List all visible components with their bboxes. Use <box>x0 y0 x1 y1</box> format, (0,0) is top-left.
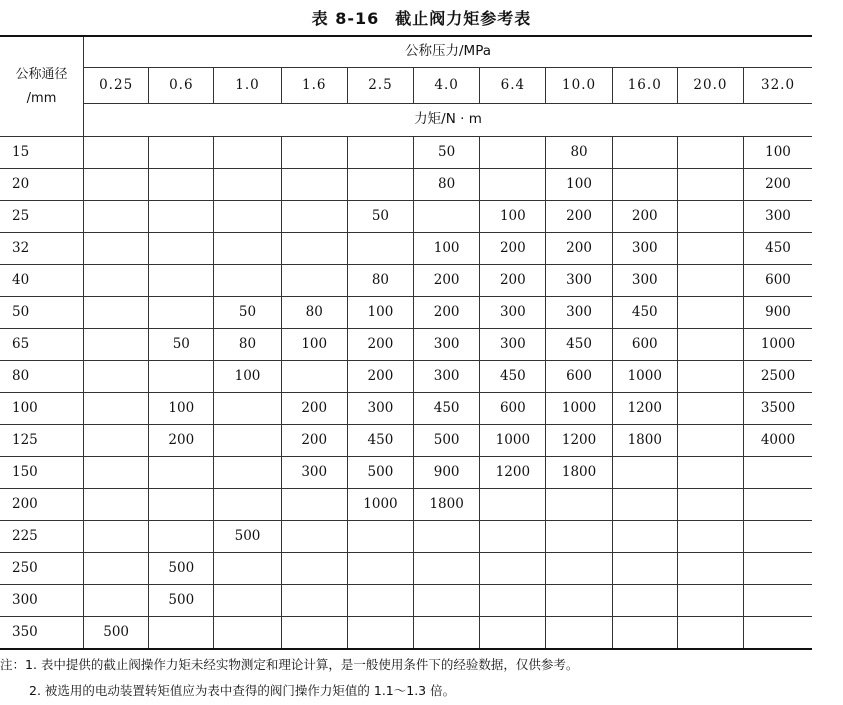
table-notes <box>0 652 843 704</box>
dn-cell: 25 <box>0 201 84 233</box>
torque-cell <box>612 585 677 617</box>
torque-cell <box>677 297 743 329</box>
torque-cell <box>612 617 677 650</box>
torque-cell: 200 <box>347 361 413 393</box>
torque-cell <box>347 169 413 201</box>
torque-cell: 100 <box>149 393 214 425</box>
torque-cell: 1800 <box>612 425 677 457</box>
dn-cell: 125 <box>0 425 84 457</box>
dn-cell: 50 <box>0 297 84 329</box>
torque-cell <box>281 169 347 201</box>
torque-cell: 450 <box>347 425 413 457</box>
torque-cell <box>546 521 612 553</box>
torque-cell <box>149 169 214 201</box>
torque-table <box>0 35 812 650</box>
torque-cell: 1800 <box>414 489 480 521</box>
torque-cell: 50 <box>347 201 413 233</box>
dn-cell: 150 <box>0 457 84 489</box>
torque-cell <box>84 329 149 361</box>
torque-cell: 100 <box>744 137 812 169</box>
torque-cell <box>677 553 743 585</box>
torque-cell <box>149 361 214 393</box>
pressure-header-cell: 0.25 <box>84 68 149 104</box>
torque-cell <box>744 457 812 489</box>
pressure-header-cell: 2.5 <box>347 68 413 104</box>
torque-cell <box>612 137 677 169</box>
torque-cell <box>677 137 743 169</box>
torque-cell: 80 <box>281 297 347 329</box>
dn-cell: 32 <box>0 233 84 265</box>
header-row-pressure-label <box>0 36 812 68</box>
pressure-header-cell: 6.4 <box>480 68 546 104</box>
torque-cell: 500 <box>149 553 214 585</box>
torque-cell: 300 <box>347 393 413 425</box>
torque-cell <box>214 393 281 425</box>
torque-cell <box>612 521 677 553</box>
torque-cell: 300 <box>480 297 546 329</box>
table-row <box>0 617 812 650</box>
pressure-header-cell: 0.6 <box>149 68 214 104</box>
torque-cell: 80 <box>414 169 480 201</box>
torque-cell: 450 <box>744 233 812 265</box>
torque-cell <box>281 137 347 169</box>
table-row <box>0 585 812 617</box>
dn-cell: 15 <box>0 137 84 169</box>
torque-cell: 300 <box>612 233 677 265</box>
torque-cell <box>414 201 480 233</box>
torque-cell <box>744 617 812 650</box>
torque-cell <box>84 489 149 521</box>
torque-cell <box>677 585 743 617</box>
torque-cell <box>149 233 214 265</box>
torque-cell: 200 <box>414 265 480 297</box>
torque-cell: 200 <box>281 425 347 457</box>
torque-cell <box>281 553 347 585</box>
torque-cell <box>480 553 546 585</box>
torque-cell <box>677 265 743 297</box>
pressure-label: 公称压力/MPa <box>84 36 812 68</box>
torque-cell <box>677 521 743 553</box>
torque-cell: 200 <box>744 169 812 201</box>
torque-cell <box>744 521 812 553</box>
torque-cell <box>84 553 149 585</box>
torque-cell: 200 <box>414 297 480 329</box>
torque-cell: 600 <box>744 265 812 297</box>
torque-cell <box>84 169 149 201</box>
torque-cell <box>414 521 480 553</box>
torque-cell <box>480 585 546 617</box>
pressure-header-cell: 10.0 <box>546 68 612 104</box>
torque-cell <box>546 489 612 521</box>
torque-cell <box>281 201 347 233</box>
table-row <box>0 425 812 457</box>
pressure-header-cell: 1.6 <box>281 68 347 104</box>
torque-cell <box>612 553 677 585</box>
torque-cell <box>347 617 413 650</box>
torque-cell <box>149 201 214 233</box>
torque-cell: 900 <box>744 297 812 329</box>
table-row <box>0 233 812 265</box>
torque-cell: 80 <box>347 265 413 297</box>
torque-cell: 450 <box>414 393 480 425</box>
torque-cell: 200 <box>480 233 546 265</box>
torque-cell <box>546 617 612 650</box>
torque-cell: 900 <box>414 457 480 489</box>
torque-cell: 1000 <box>347 489 413 521</box>
torque-cell <box>480 617 546 650</box>
dn-cell: 225 <box>0 521 84 553</box>
torque-cell: 200 <box>612 201 677 233</box>
note-2: 2. 被选用的电动装置转矩值应为表中查得的阀门操作力矩值的 1.1～1.3 倍。 <box>29 683 456 698</box>
torque-cell <box>612 489 677 521</box>
torque-cell <box>214 265 281 297</box>
torque-cell: 100 <box>281 329 347 361</box>
torque-cell <box>84 361 149 393</box>
torque-cell <box>677 169 743 201</box>
torque-cell <box>149 521 214 553</box>
torque-cell <box>149 297 214 329</box>
torque-cell: 50 <box>214 297 281 329</box>
torque-label: 力矩/N · m <box>84 104 812 137</box>
torque-cell <box>84 457 149 489</box>
torque-cell: 600 <box>546 361 612 393</box>
torque-cell <box>744 553 812 585</box>
torque-cell <box>480 521 546 553</box>
torque-cell <box>281 265 347 297</box>
torque-cell: 1200 <box>546 425 612 457</box>
header-row-pressures <box>0 68 812 104</box>
torque-cell <box>744 585 812 617</box>
table-row <box>0 329 812 361</box>
torque-cell: 500 <box>347 457 413 489</box>
torque-cell <box>744 489 812 521</box>
torque-cell <box>84 265 149 297</box>
torque-cell <box>612 457 677 489</box>
torque-cell: 3500 <box>744 393 812 425</box>
torque-cell: 500 <box>414 425 480 457</box>
torque-cell: 1000 <box>612 361 677 393</box>
torque-cell: 600 <box>480 393 546 425</box>
torque-cell <box>414 553 480 585</box>
torque-cell: 100 <box>546 169 612 201</box>
torque-cell <box>612 169 677 201</box>
torque-cell <box>347 233 413 265</box>
torque-cell: 2500 <box>744 361 812 393</box>
pressure-header-cell: 1.0 <box>214 68 281 104</box>
dn-cell: 40 <box>0 265 84 297</box>
torque-cell: 500 <box>214 521 281 553</box>
torque-cell <box>214 137 281 169</box>
torque-cell: 80 <box>214 329 281 361</box>
torque-cell: 450 <box>546 329 612 361</box>
torque-cell <box>281 489 347 521</box>
torque-cell <box>214 489 281 521</box>
torque-cell <box>281 521 347 553</box>
torque-cell <box>84 521 149 553</box>
torque-cell <box>546 553 612 585</box>
torque-cell <box>677 489 743 521</box>
torque-cell: 600 <box>612 329 677 361</box>
torque-cell: 1000 <box>546 393 612 425</box>
torque-cell: 100 <box>414 233 480 265</box>
torque-cell <box>214 585 281 617</box>
torque-cell: 200 <box>149 425 214 457</box>
torque-cell <box>677 329 743 361</box>
torque-cell <box>347 137 413 169</box>
pressure-header-cell: 16.0 <box>612 68 677 104</box>
torque-cell <box>677 233 743 265</box>
torque-cell: 300 <box>414 361 480 393</box>
torque-cell: 450 <box>612 297 677 329</box>
table-row <box>0 297 812 329</box>
torque-cell: 200 <box>480 265 546 297</box>
pressure-header-cell: 4.0 <box>414 68 480 104</box>
torque-cell <box>149 457 214 489</box>
table-title-text: 截止阀力矩参考表 <box>395 9 532 28</box>
torque-cell: 200 <box>281 393 347 425</box>
torque-cell <box>480 489 546 521</box>
pressure-header-cell: 20.0 <box>677 68 743 104</box>
dn-cell: 200 <box>0 489 84 521</box>
torque-cell: 500 <box>84 617 149 650</box>
dn-cell: 300 <box>0 585 84 617</box>
torque-cell <box>677 425 743 457</box>
torque-cell <box>84 137 149 169</box>
torque-cell: 50 <box>149 329 214 361</box>
torque-cell <box>214 169 281 201</box>
dn-label: 公称通径 <box>15 67 68 83</box>
torque-cell: 300 <box>414 329 480 361</box>
torque-cell <box>84 233 149 265</box>
torque-cell: 100 <box>214 361 281 393</box>
torque-cell: 1800 <box>546 457 612 489</box>
dn-header-cell <box>0 36 84 137</box>
torque-cell <box>149 489 214 521</box>
torque-cell <box>677 617 743 650</box>
torque-cell: 4000 <box>744 425 812 457</box>
torque-cell <box>480 137 546 169</box>
torque-cell <box>480 169 546 201</box>
torque-cell: 1000 <box>744 329 812 361</box>
torque-cell <box>414 617 480 650</box>
torque-cell: 200 <box>546 233 612 265</box>
torque-cell: 450 <box>480 361 546 393</box>
torque-cell: 50 <box>414 137 480 169</box>
table-row <box>0 169 812 201</box>
dn-cell: 100 <box>0 393 84 425</box>
torque-cell: 300 <box>546 297 612 329</box>
torque-cell <box>281 585 347 617</box>
torque-cell <box>149 617 214 650</box>
dn-unit: /mm <box>26 90 57 106</box>
dn-cell: 250 <box>0 553 84 585</box>
torque-cell: 100 <box>347 297 413 329</box>
torque-cell <box>149 137 214 169</box>
torque-cell <box>281 617 347 650</box>
torque-cell: 1000 <box>480 425 546 457</box>
dn-cell: 350 <box>0 617 84 650</box>
table-row <box>0 137 812 169</box>
torque-cell <box>84 393 149 425</box>
dn-cell: 80 <box>0 361 84 393</box>
torque-cell <box>546 585 612 617</box>
torque-cell <box>214 425 281 457</box>
torque-cell: 300 <box>612 265 677 297</box>
table-row <box>0 521 812 553</box>
torque-cell <box>214 233 281 265</box>
torque-cell <box>347 553 413 585</box>
note-1: 注：1. 表中提供的截止阀操作力矩未经实物测定和理论计算，是一般使用条件下的经验数据，仅供参考。 <box>0 657 579 672</box>
table-row <box>0 457 812 489</box>
header-row-torque-label <box>0 104 812 137</box>
torque-cell: 300 <box>546 265 612 297</box>
torque-cell <box>214 457 281 489</box>
table-row <box>0 201 812 233</box>
table-row <box>0 553 812 585</box>
torque-cell <box>677 201 743 233</box>
dn-cell: 65 <box>0 329 84 361</box>
table-row <box>0 265 812 297</box>
dn-cell: 20 <box>0 169 84 201</box>
pressure-header-cell: 32.0 <box>744 68 812 104</box>
torque-cell <box>84 425 149 457</box>
torque-cell: 500 <box>149 585 214 617</box>
torque-cell <box>214 201 281 233</box>
table-title <box>0 6 843 29</box>
torque-cell <box>347 585 413 617</box>
torque-cell <box>281 233 347 265</box>
torque-cell <box>677 457 743 489</box>
table-row <box>0 489 812 521</box>
torque-cell: 1200 <box>480 457 546 489</box>
table-row <box>0 361 812 393</box>
torque-cell <box>84 297 149 329</box>
torque-cell <box>214 553 281 585</box>
torque-cell <box>677 393 743 425</box>
table-row <box>0 393 812 425</box>
torque-cell: 1200 <box>612 393 677 425</box>
torque-cell <box>347 521 413 553</box>
torque-cell <box>677 361 743 393</box>
torque-cell: 300 <box>281 457 347 489</box>
torque-cell <box>281 361 347 393</box>
torque-cell <box>84 585 149 617</box>
torque-cell: 200 <box>546 201 612 233</box>
torque-cell: 80 <box>546 137 612 169</box>
torque-cell: 200 <box>347 329 413 361</box>
torque-cell: 300 <box>480 329 546 361</box>
torque-cell <box>414 585 480 617</box>
table-number: 表 8-16 <box>311 9 380 28</box>
torque-cell: 100 <box>480 201 546 233</box>
torque-cell: 300 <box>744 201 812 233</box>
torque-cell <box>84 201 149 233</box>
torque-cell <box>149 265 214 297</box>
torque-cell <box>214 617 281 650</box>
